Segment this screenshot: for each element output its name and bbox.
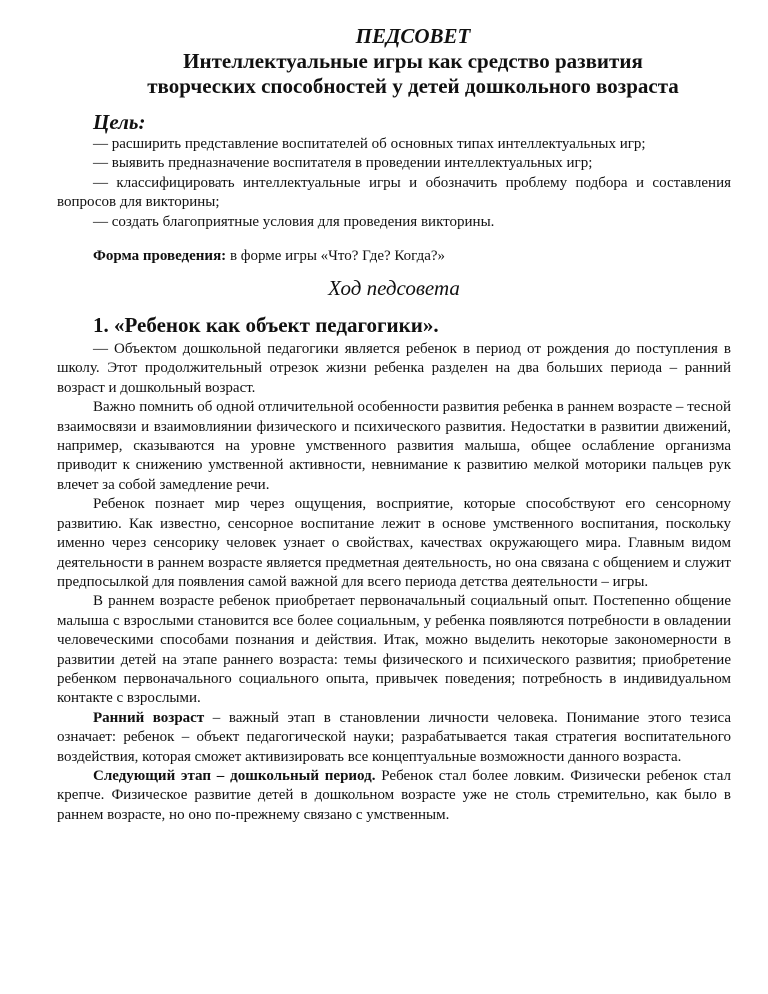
document-subtitle-line-2: творческих способностей у детей дошкольного возраста — [147, 74, 679, 98]
section-1-paragraph-3: Ребенок познает мир через ощущения, восприятие, которые способствуют его сенсорному развитию. Как известно, сенсорное воспитание лежит в основе умственного воспитания, поскольку именно через сенсорику человек узнает о свойствах, качествах окружающего мира. Главным видом деятельности в раннем возрасте является предметная деятельность, но она связана с общением и служит предпосылкой для появления самой важной для всего периода детства деятельности – игры. — [57, 496, 731, 590]
goal-item-3: — классифицировать интеллектуальные игры и обозначить проблему подбора и составления вопросов для викторины; — [57, 174, 731, 211]
section-1-paragraph-4: В раннем возрасте ребенок приобретает первоначальный социальный опыт. Постепенно общение малыша с взрослыми становится все более социальным, у ребенка появляются потребности в овладении человеческими способами познания и действия. Итак, можно выделить некоторые закономерности в развитии детей на этапе раннего возраста: темы физического и психического развития; приобретение ребенком первоначального социального опыта, привычек поведения; потребность в индивидуальном контакте с взрослыми. — [57, 593, 731, 707]
form-text: в форме игры «Что? Где? Когда?» — [226, 248, 446, 265]
form-label: Форма проведения: — [93, 248, 227, 265]
next-stage-term: Следующий этап – дошкольный период. — [93, 767, 376, 784]
goal-item-1: — расширить представление воспитателей об основных типах интеллектуальных игр; — [93, 136, 646, 152]
next-stage-text: Ребенок стал более ловким. Физически ребенок стал крепче. Физическое развитие детей в дошкольном возрасте уже не столь стремительно, как было в раннем возрасте, но оно по-прежнему связано с умственным. — [57, 767, 731, 823]
section-1-paragraph-6 — [57, 767, 731, 825]
course-heading: Ход педсовета — [328, 276, 460, 301]
section-1-paragraph-5 — [57, 709, 731, 767]
form-of-conduct — [93, 246, 731, 266]
document-subtitle-line-1: Интеллектуальные игры как средство развития — [183, 49, 643, 73]
goal-heading: Цель: — [93, 110, 146, 134]
section-1-paragraph-1: — Объектом дошкольной педагогики является ребенок в период от рождения до поступления в школу. Этот продолжительный отрезок жизни ребенка разделен на два больших периода – ранний возраст и дошкольный возраст. — [57, 341, 731, 396]
section-1-paragraph-2: Важно помнить об одной отличительной особенности развития ребенка в раннем возрасте – тесной взаимосвязи и взаимовлиянии физического и психического развития. Недостатки в развитии движений, например, сказываются на уровне умственного развития малыша, общее ослабление организма приводит к снижению умственной активности, невнимание к развитию мелкой моторики пальцев рук влечет за собой замедление речи. — [57, 399, 731, 493]
goal-item-4: — создать благоприятные условия для проведения викторины. — [93, 213, 495, 230]
early-age-term: Ранний возраст — [93, 709, 205, 726]
early-age-text: – важный этап в становлении личности человека. Понимание этого тезиса означает: ребенок – объект педагогической науки; разрабатывается такая стратегия воспитательного воздействия, которая сможет активизировать все концептуальные возможности данного возраста. — [57, 709, 731, 765]
goal-item-2: — выявить предназначение воспитателя в проведении интеллектуальных игр; — [93, 155, 593, 172]
section-1-heading: 1. «Ребенок как объект педагогики». — [93, 313, 439, 338]
title-block — [57, 24, 731, 99]
document-title: ПЕДСОВЕТ — [355, 24, 471, 48]
